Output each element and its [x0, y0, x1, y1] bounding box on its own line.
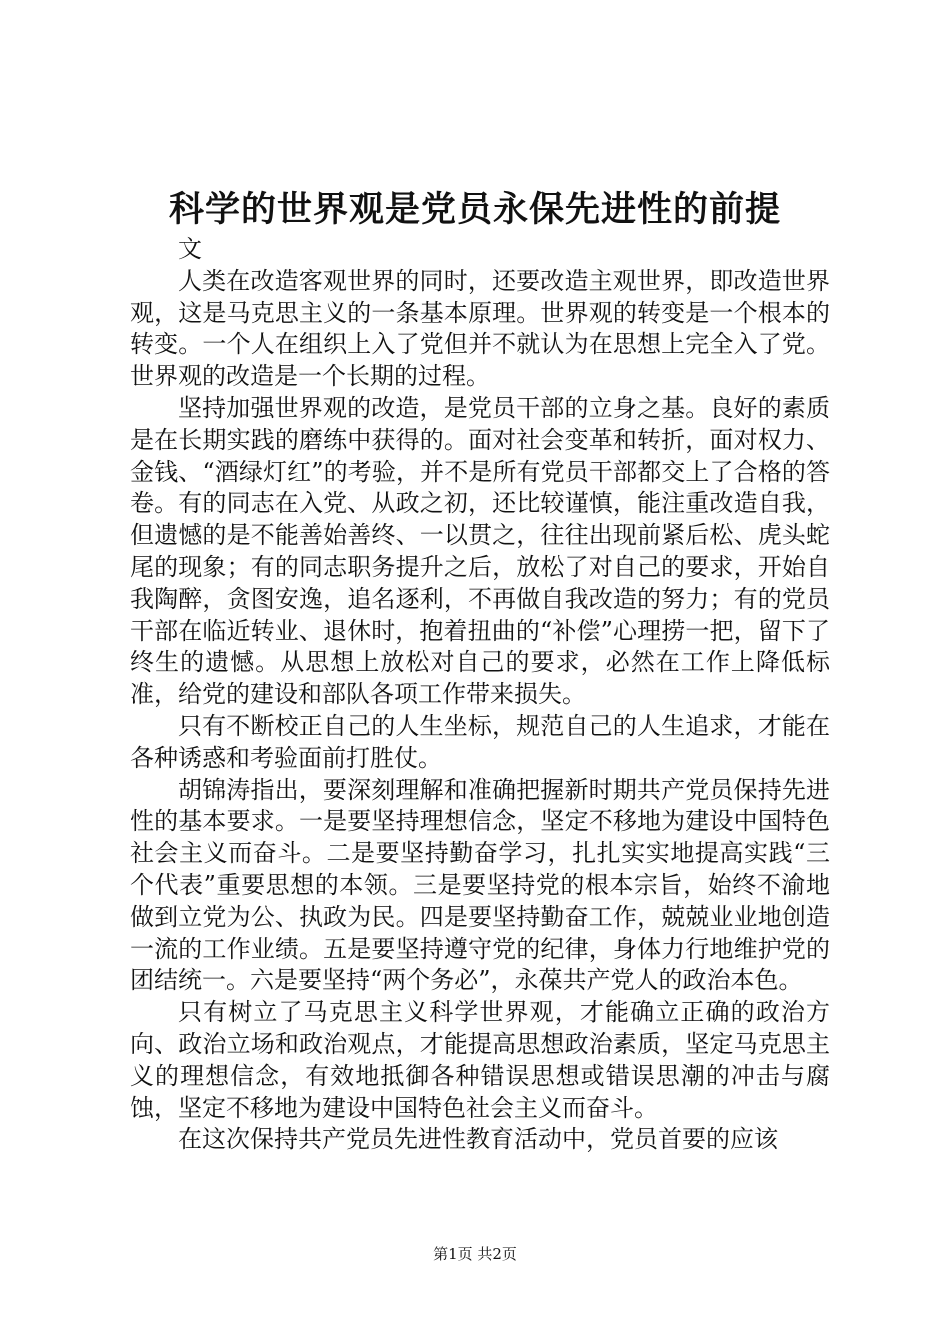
paragraph: 在这次保持共产党员先进性教育活动中，党员首要的应该	[178, 1125, 778, 1154]
paragraph: 坚持加强世界观的改造，是党员干部的立身之基。良好的素质是在长期实践的磨练中获得的。面对社会变革和转折，面对权力、金钱、“酒绿灯红”的考验，并不是所有党员干部都交上了合格的答卷。有的同志在入党、从政之初，还比较谨慎，能注重改造自我，但遗憾的是不能善始善终、一以贯之，往往出现前紧后松、虎头蛇尾的现象；有的同志职务提升之后，放松了对自己的要求，开始自我陶醉，贪图安逸，追名逐利，不再做自我改造的努力；有的党员干部在临近转业、退休时，抱着扭曲的“补偿”心理捞一把，留下了终生的遗憾。从思想上放松对自己的要求，必然在工作上降低标准，给党的建设和部队各项工作带来损失。	[130, 393, 830, 709]
paragraph: 只有不断校正自己的人生坐标，规范自己的人生追求，才能在各种诱惑和考验面前打胜仗。	[130, 711, 830, 772]
author-line: 文	[178, 235, 202, 263]
paragraph: 人类在改造客观世界的同时，还要改造主观世界，即改造世界观，这是马克思主义的一条基本原理。世界观的转变是一个根本的转变。一个人在组织上入了党但并不就认为在思想上完全入了党。世界观的改造是一个长期的过程。	[130, 266, 830, 391]
paragraph: 胡锦涛指出，要深刻理解和准确把握新时期共产党员保持先进性的基本要求。一是要坚持理想信念，坚定不移地为建设中国特色社会主义而奋斗。二是要坚持勤奋学习，扎扎实实地提高实践“三个代表”重要思想的本领。三是要坚持党的根本宗旨，始终不渝地做到立党为公、执政为民。四是要坚持勤奋工作，兢兢业业地创造一流的工作业绩。五是要坚持遵守党的纪律，身体力行地维护党的团结统一。六是要坚持“两个务必”，永葆共产党人的政治本色。	[130, 775, 830, 995]
document-body	[130, 234, 830, 1156]
paragraph: 只有树立了马克思主义科学世界观，才能确立正确的政治方向、政治立场和政治观点，才能提高思想政治素质，坚定马克思主义的理想信念，有效地抵御各种错误思想或错误思潮的冲击与腐蚀，坚定不移地为建设中国特色社会主义而奋斗。	[130, 998, 830, 1122]
page-footer: 第1页 共2页	[433, 1245, 517, 1263]
document-title: 科学的世界观是党员永保先进性的前提	[168, 189, 781, 230]
